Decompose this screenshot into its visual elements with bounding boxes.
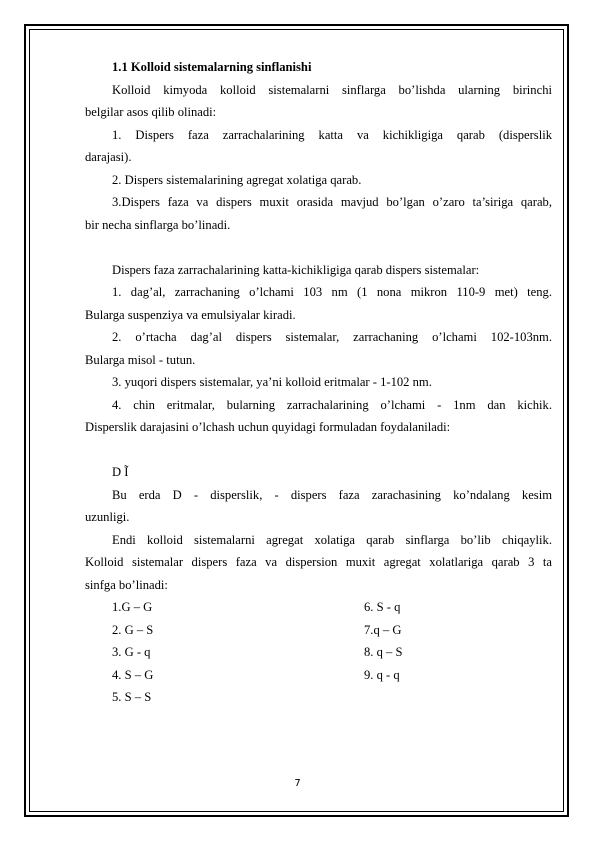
- aggregate-line-2: Kolloid sistemalar dispers faza va dispersion muxit agregat xolatlariga qarab 3 ta: [85, 555, 552, 569]
- class-item: 9. q - q: [364, 667, 400, 682]
- size-item-4-line-2: Disperslik darajasini o’lchash uchun quyidagi formuladan foydalaniladi:: [85, 420, 451, 434]
- criteria-item-2: 2. Dispers sistemalarining agregat xolatiga qarab.: [112, 172, 362, 187]
- section-heading: 1.1 Kolloid sistemalarning sinflanishi: [112, 60, 312, 74]
- blank-line: [112, 439, 552, 462]
- class-item: 4. S – G: [112, 667, 154, 682]
- size-item-2-line-2: Bularga misol - tutun.: [85, 352, 196, 367]
- criteria-item-1-line-1: 1. Dispers faza zarrachalarining katta va kichikligiga qarab (disperslik: [112, 127, 552, 142]
- size-item-3: 3. yuqori dispers sistemalar, ya’ni kolloid eritmalar - 1-102 nm.: [112, 375, 432, 389]
- empty-cell: [364, 686, 552, 709]
- intro-line-2: belgilar asos qilib olinadi:: [85, 105, 217, 119]
- size-item-2-line-1: 2. o’rtacha dag’al dispers sistemalar, zarrachaning o’lchami 102-103nm.: [112, 330, 552, 344]
- dispersity-formula: D Ĩ: [112, 465, 129, 479]
- size-item-1-line-2: Bularga suspenziya va emulsiyalar kiradi.: [85, 307, 296, 322]
- blank-line: [112, 236, 552, 259]
- class-item: 1.G – G: [112, 600, 153, 614]
- aggregate-classes-list: [112, 596, 552, 709]
- definition-line-1: Bu erda D - disperslik, - dispers faza zarachasining ko’ndalang kesim: [112, 487, 552, 502]
- class-item: 5. S – S: [112, 690, 152, 704]
- class-item: 8. q – S: [364, 645, 403, 659]
- class-item: 6. S - q: [364, 600, 401, 614]
- page-number: 7: [294, 778, 301, 789]
- criteria-item-3-line-1: 3.Dispers faza va dispers muxit orasida mavjud bo’lgan o’zaro ta’siriga qarab,: [112, 195, 552, 209]
- size-classification-intro: Dispers faza zarrachalarining katta-kichikligiga qarab dispers sistemalar:: [112, 262, 480, 277]
- size-item-1-line-1: 1. dag’al, zarrachaning o’lchami 103 nm (1 nona mikron 110-9 met) teng.: [112, 285, 552, 299]
- intro-line-1: Kolloid kimyoda kolloid sistemalarni sinflarga bo’lishda ularning birinchi: [112, 82, 552, 97]
- class-item: 3. G - q: [112, 645, 151, 659]
- aggregate-line-3: sinfga bo’linadi:: [85, 577, 168, 592]
- size-item-4-line-1: 4. chin eritmalar, bularning zarrachalarining o’lchami - 1nm dan kichik.: [112, 397, 552, 412]
- aggregate-line-1: Endi kolloid sistemalarni agregat xolatiga qarab sinflarga bo’lib chiqaylik.: [112, 532, 552, 547]
- definition-line-2: uzunligi.: [85, 510, 130, 524]
- document-body: [85, 56, 552, 709]
- criteria-item-1-line-2: darajasi).: [85, 150, 132, 164]
- class-item: 7.q – G: [364, 622, 402, 637]
- criteria-item-3-line-2: bir necha sinflarga bo’linadi.: [85, 217, 231, 232]
- class-item: 2. G – S: [112, 622, 154, 637]
